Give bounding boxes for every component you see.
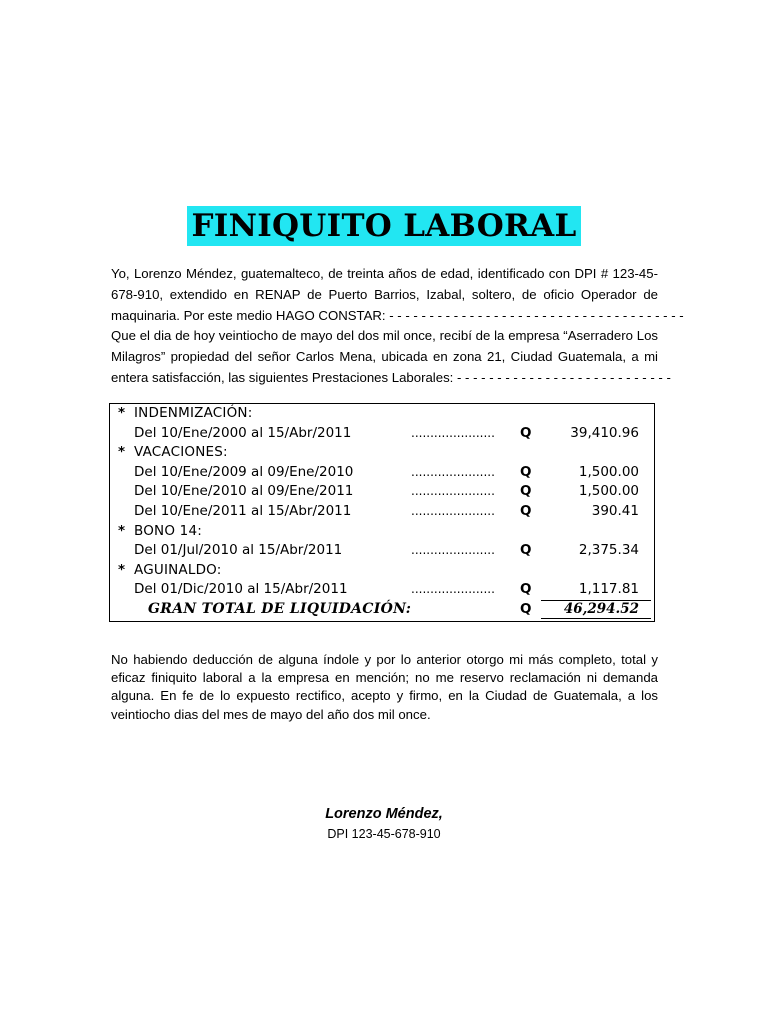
section-heading-indemnizacion — [110, 404, 656, 424]
date-range: Del 10/Ene/2009 al 09/Ene/2010 — [134, 463, 354, 480]
settlement-line — [110, 463, 656, 483]
signatory-id: DPI 123-45-678-910 — [327, 827, 441, 841]
closing-line: veintiocho dias del mes de mayo del año dos mil once. — [111, 706, 431, 722]
intro-paragraph — [111, 264, 684, 389]
currency-symbol: Q — [520, 601, 532, 617]
settlement-line — [110, 541, 656, 561]
closing-line: eficaz finiquito laboral a la empresa en mención; no me reservo reclamación ni demanda — [111, 670, 658, 686]
total-double-rule — [541, 618, 651, 622]
grand-total-row — [110, 600, 656, 620]
closing-paragraph — [111, 651, 658, 724]
currency-symbol: Q — [520, 463, 532, 480]
intro-line: entera satisfacción, las siguientes Prestaciones Laborales: - - - - - - - - - - - - - - - - - - - - - - - - - - - — [111, 369, 671, 385]
settlement-line — [110, 424, 656, 444]
settlement-line — [110, 580, 656, 600]
section-heading: BONO 14: — [134, 522, 202, 539]
closing-line: No habiendo deducción de alguna índole y por lo anterior otorgo mi más completo, total y — [111, 652, 658, 667]
bullet-star: * — [118, 522, 126, 539]
amount: 390.41 — [591, 503, 639, 519]
intro-line: Que el dia de hoy veintiocho de mayo del dos mil once, recibí de la empresa “Aserradero Los — [111, 328, 658, 344]
amount: 1,500.00 — [578, 483, 639, 500]
date-range: Del 01/Jul/2010 al 15/Abr/2011 — [134, 542, 343, 559]
currency-symbol: Q — [520, 424, 532, 441]
dot-leader: ...................... — [411, 484, 495, 499]
signatory-name: Lorenzo Méndez, — [325, 806, 443, 822]
dot-leader: ...................... — [411, 504, 495, 518]
intro-line: 678-910, extendido en RENAP de Puerto Barrios, Izabal, soltero, de oficio Operador de — [111, 286, 658, 302]
bullet-star: * — [118, 444, 126, 461]
settlement-table — [109, 403, 655, 622]
closing-line: alguna. En fe de lo expuesto rectifico, acepto y firmo, en la Ciudad de Guatemala, a los — [111, 688, 658, 704]
document-title: FINIQUITO LABORAL — [187, 206, 580, 246]
date-range: Del 10/Ene/2010 al 09/Ene/2011 — [134, 483, 354, 500]
dot-leader: ...................... — [411, 464, 495, 479]
amount: 1,500.00 — [578, 463, 639, 480]
bullet-star: * — [118, 405, 126, 421]
dot-leader: ...................... — [411, 543, 495, 558]
dot-leader: ...................... — [411, 425, 495, 440]
dot-leader: ...................... — [411, 582, 495, 597]
amount: 2,375.34 — [578, 542, 639, 559]
amount: 1,117.81 — [578, 581, 639, 598]
section-heading-aguinaldo — [110, 561, 656, 581]
intro-line: Yo, Lorenzo Méndez, guatemalteco, de treinta años de edad, identificado con DPI # 123-45- — [111, 266, 658, 281]
amount: 39,410.96 — [570, 424, 639, 441]
grand-total-label: GRAN TOTAL DE LIQUIDACIÓN: — [148, 601, 412, 617]
currency-symbol: Q — [520, 483, 532, 500]
intro-line: Milagros” propiedad del señor Carlos Mena, ubicada en zona 21, Ciudad Guatemala, a mi — [111, 349, 658, 365]
currency-symbol: Q — [520, 503, 532, 519]
settlement-line — [110, 502, 656, 522]
section-heading: VACACIONES: — [134, 444, 228, 461]
date-range: Del 10/Ene/2011 al 15/Abr/2011 — [134, 503, 352, 519]
section-heading-vacaciones — [110, 443, 656, 463]
section-heading-bono14 — [110, 522, 656, 542]
section-heading: AGUINALDO: — [134, 561, 222, 578]
section-heading: INDENMIZACIÓN: — [134, 405, 253, 421]
date-range: Del 01/Dic/2010 al 15/Abr/2011 — [134, 581, 348, 598]
intro-line: maquinaria. Por este medio HAGO CONSTAR: - - - - - - - - - - - - - - - - - - - - - - - - - - - - - - - - - - - - - — [111, 307, 684, 323]
bullet-star: * — [118, 561, 126, 578]
grand-total-amount: 46,294.52 — [563, 601, 639, 617]
title-container — [0, 206, 768, 246]
currency-symbol: Q — [520, 581, 532, 598]
settlement-line — [110, 482, 656, 502]
currency-symbol: Q — [520, 542, 532, 559]
date-range: Del 10/Ene/2000 al 15/Abr/2011 — [134, 424, 352, 441]
